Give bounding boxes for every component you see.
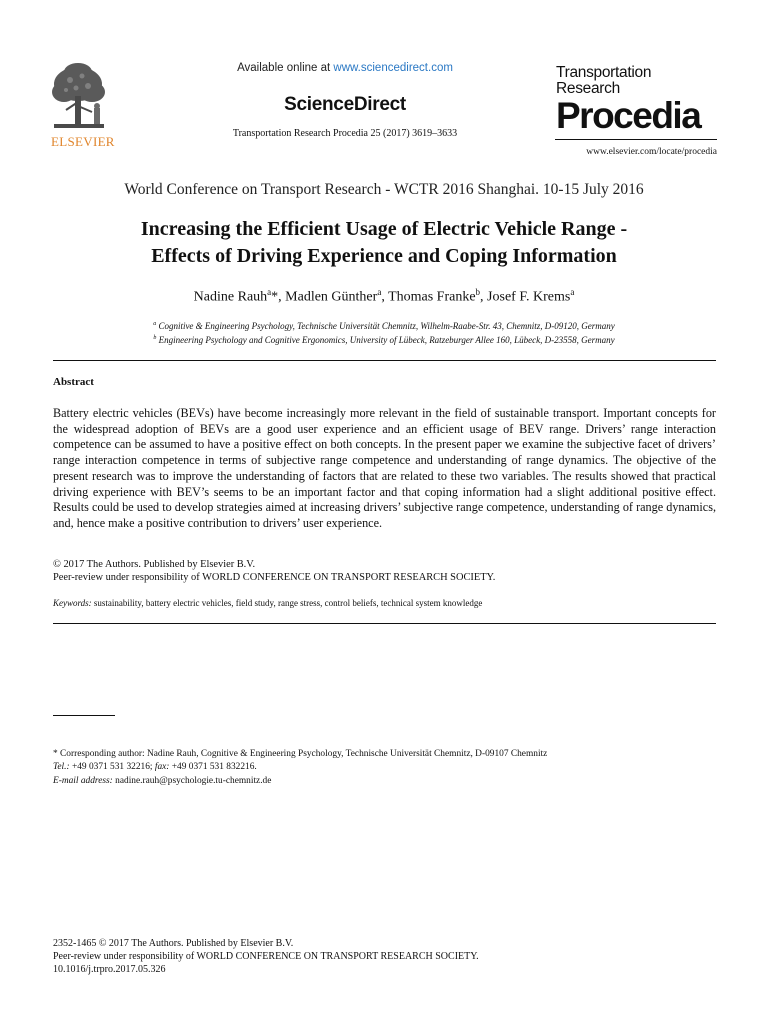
author-name: Josef F. Krems: [487, 289, 571, 305]
author-name: Nadine Rauh: [193, 289, 268, 305]
keywords-text: sustainability, battery electric vehicles, field study, range stress, control beliefs, technical system knowledge: [93, 598, 483, 608]
corresponding-author-note: * Corresponding author: Nadine Rauh, Cognitive & Engineering Psychology, Technische Universität Chemnitz, D-09107 Chemnitz: [53, 749, 548, 759]
affiliation-mark: b: [153, 335, 157, 341]
paper-title: [40, 216, 728, 270]
footnote-rule: [53, 715, 115, 716]
author-separator: ,: [278, 289, 286, 305]
journal-logo: [556, 65, 716, 134]
affiliation-b: [40, 335, 728, 345]
author-affil-mark: b: [475, 287, 481, 297]
doi-line[interactable]: 10.1016/j.trpro.2017.05.326: [53, 964, 166, 975]
email-label: E-mail address:: [53, 776, 113, 786]
availability-prefix: Available online at: [237, 62, 331, 74]
abstract-top-rule: [53, 360, 716, 361]
sciencedirect-link[interactable]: www.sciencedirect.com: [333, 62, 453, 74]
affiliation-mark: a: [153, 321, 157, 327]
author-separator: ,: [381, 289, 389, 305]
author-separator: ,: [480, 289, 488, 305]
conference-line: World Conference on Transport Research - WCTR 2016 Shanghai. 10-15 July 2016: [124, 181, 644, 198]
sciencedirect-logo: ScienceDirect: [284, 94, 406, 115]
journal-logo-line1: Transportation: [556, 64, 652, 81]
corresponding-mark: *: [271, 289, 279, 305]
tel-label: Tel.:: [53, 762, 70, 772]
affiliation-text: Cognitive & Engineering Psychology, Technische Universität Chemnitz, Wilhelm-Raabe-Str. 43, Chemnitz, D-09120, Germany: [158, 321, 615, 331]
author-name: Thomas Franke: [388, 289, 476, 305]
contact-phone-line: [53, 761, 257, 774]
affiliation-text: Engineering Psychology and Cognitive Ergonomics, University of Lübeck, Ratzeburger Allee 160, Lübeck, D-23558, Germany: [158, 335, 615, 345]
peer-review-line: Peer-review under responsibility of WORLD CONFERENCE ON TRANSPORT RESEARCH SOCIETY.: [53, 572, 496, 583]
affiliation-a: [40, 321, 728, 331]
title-line-2: Effects of Driving Experience and Coping Information: [151, 245, 617, 267]
elsevier-wordmark: ELSEVIER: [51, 134, 115, 149]
journal-logo-divider: [555, 139, 717, 140]
author-affil-mark: a: [377, 287, 382, 297]
journal-reference: Transportation Research Procedia 25 (2017) 3619–3633: [232, 128, 458, 139]
fax-label: fax:: [154, 762, 170, 772]
keywords: [53, 598, 482, 608]
author-affil-mark: a: [267, 287, 272, 297]
author-name: Madlen Günther: [285, 289, 378, 305]
issn-line: 2352-1465 © 2017 The Authors. Published by Elsevier B.V.: [53, 938, 294, 949]
elsevier-logo: [48, 62, 130, 152]
bottom-peer-review-line: Peer-review under responsibility of WORLD CONFERENCE ON TRANSPORT RESEARCH SOCIETY.: [53, 951, 479, 962]
tel-value: +49 0371 531 32216;: [71, 762, 153, 772]
abstract-heading: Abstract: [53, 376, 94, 388]
journal-url[interactable]: www.elsevier.com/locate/procedia: [586, 147, 717, 157]
abstract-bottom-rule: [53, 623, 716, 624]
copyright-line: © 2017 The Authors. Published by Elsevier B.V.: [53, 559, 256, 570]
title-line-1: Increasing the Efficient Usage of Electric Vehicle Range -: [140, 218, 628, 240]
email-value[interactable]: nadine.rauh@psychologie.tu-chemnitz.de: [115, 776, 272, 786]
author-affil-mark: a: [570, 287, 575, 297]
contact-email-line: [53, 775, 271, 788]
availability-line: [180, 62, 510, 74]
abstract-text: Battery electric vehicles (BEVs) have become increasingly more relevant in the field of sustainable transport. Important concepts for the widespread adoption of BEVs are a good user experience and an efficient usage of BEV range. Drivers’ range interaction competence can be assumed to have a positive effect on both concepts. In the present paper we examine the subjective facet of drivers’ range interaction competence in terms of subjective range competence and understanding of range dynamics. The objective of the present research was to improve the understanding of factors that are related to these two variables. The results showed that practical driving experience with BEV’s seems to be an important factor and that coping information had a slight additional positive effect. Results could be used to develop strategies aimed at increasing drivers’ subjective range competence, understanding of range dynamics, and, hence make a positive contribution to drivers’ user experience.: [53, 406, 716, 530]
elsevier-tree-icon: [48, 62, 130, 134]
keywords-label: Keywords:: [53, 598, 92, 608]
journal-logo-line3: Procedia: [556, 95, 701, 136]
journal-logo-line2: Research: [556, 80, 620, 97]
fax-value: +49 0371 531 832216.: [171, 762, 257, 772]
author-list: [40, 287, 728, 306]
